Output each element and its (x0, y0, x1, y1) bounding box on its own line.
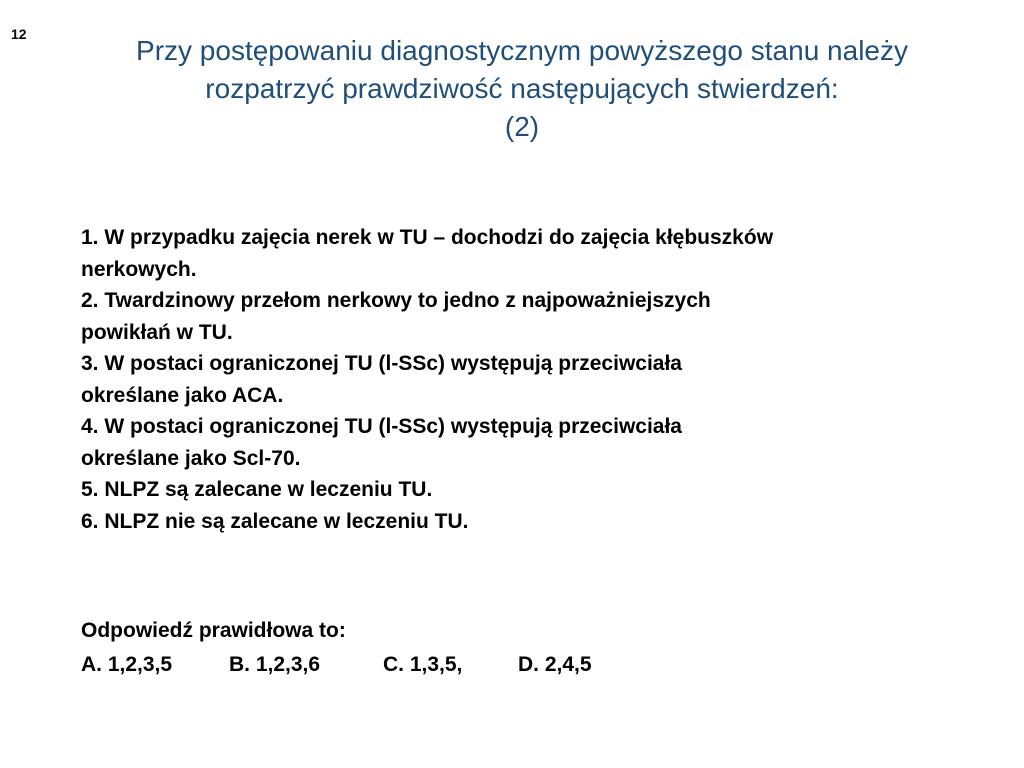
answer-option-a: A. 1,2,3,5 (81, 653, 173, 676)
answer-prompt: Odpowiedź prawidłowa to: (81, 619, 346, 642)
statement-line: 5. NLPZ są zalecane w leczeniu TU. (81, 478, 433, 501)
slide-number: 12 (11, 26, 27, 42)
title-line: Przy postępowaniu diagnostycznym powyższego stanu należy (136, 35, 908, 66)
statement-line: 1. W przypadku zajęcia nerek w TU – dochodzi do zajęcia kłębuszków (81, 226, 774, 249)
answer-options (81, 648, 981, 682)
statement-line: 2. Twardzinowy przełom nerkowy to jedno z najpoważniejszych (81, 289, 711, 312)
statement-line: określane jako Scl-70. (81, 446, 301, 470)
answer-option-c: C. 1,3,5, (383, 653, 463, 676)
answer-block (81, 614, 981, 682)
statement-line: 3. W postaci ograniczonej TU (l-SSc) występują przeciwciała (81, 352, 682, 375)
statement-line: określane jako ACA. (81, 383, 284, 407)
title-line: (2) (504, 111, 540, 142)
statement-line: powikłań w TU. (81, 320, 233, 344)
answer-option-d: D. 2,4,5 (518, 653, 592, 676)
statement-line: 6. NLPZ nie są zalecane w leczeniu TU. (81, 509, 469, 533)
statement-line: nerkowych. (81, 257, 197, 281)
title-line: rozpatrzyć prawdziwość następujących stwierdzeń: (205, 73, 839, 104)
answer-option-b: B. 1,2,3,6 (229, 653, 321, 676)
statement-line: 4. W postaci ograniczonej TU (l-SSc) występują przeciwciała (81, 415, 682, 438)
slide-title (60, 32, 984, 146)
statements-list (81, 222, 981, 537)
